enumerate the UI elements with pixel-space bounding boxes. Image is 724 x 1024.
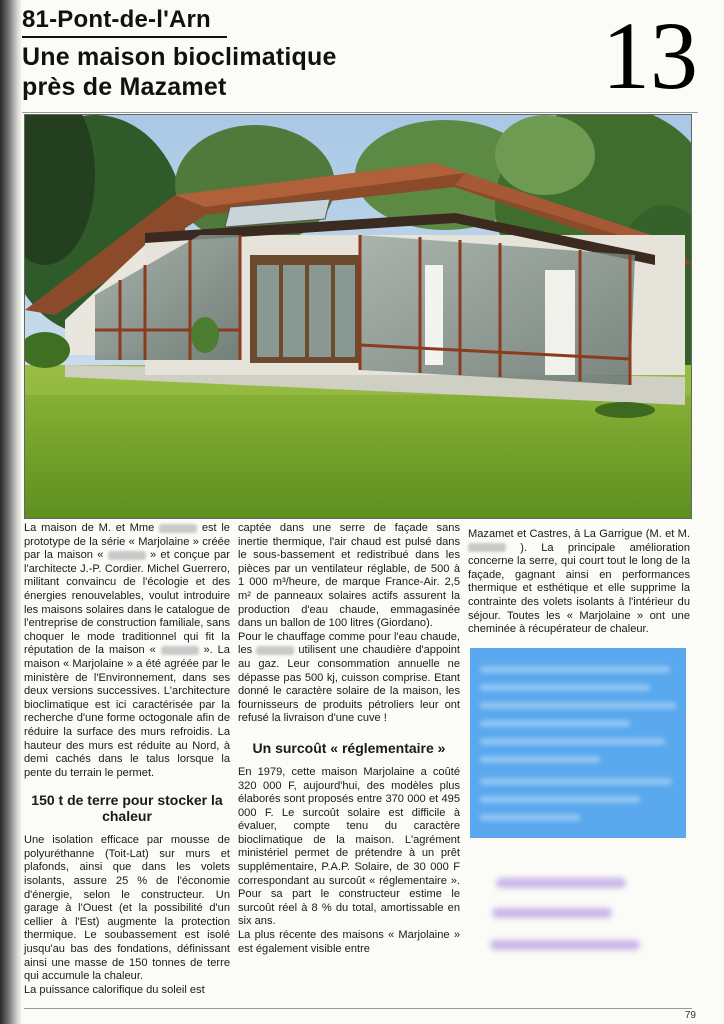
paragraph: La puissance calorifique du soleil est bbox=[24, 983, 205, 996]
redacted-line bbox=[480, 756, 600, 763]
paragraph bbox=[24, 522, 230, 780]
redacted-line bbox=[480, 796, 640, 803]
subheading: Un surcoût « réglementaire » bbox=[252, 739, 446, 756]
paragraph: La plus récente des maisons « Marjolaine » est également visible entre bbox=[238, 929, 460, 955]
redacted-line bbox=[480, 702, 676, 709]
redacted-line bbox=[480, 778, 672, 785]
redacted-name bbox=[108, 551, 146, 560]
title-rule bbox=[22, 36, 227, 38]
redacted-line bbox=[480, 720, 630, 727]
redacted-line bbox=[480, 814, 580, 821]
text-run: ». La maison « Marjolaine » a été agréée par le ministère de l'Environnement, dans ses deux versions successives. L'architecture bioclimatique est ici caractérisée par la recherche d'une forme octogonale afin de réduire la surface des murs refroidis. La hauteur des murs est réduite au Nord, à demi cachés dans le talus lorsque la pente du terrain le permet. bbox=[24, 644, 230, 779]
handwritten-line bbox=[490, 940, 640, 950]
paragraph bbox=[238, 631, 460, 726]
text-run: est le prototype de la série « Marjolaine » créée par la maison « bbox=[24, 522, 230, 562]
title-line-2: Une maison bioclimatique bbox=[22, 43, 337, 71]
house-photo bbox=[24, 114, 692, 519]
text-column-1 bbox=[24, 522, 230, 997]
handwritten-line bbox=[492, 908, 612, 918]
handwritten-line bbox=[496, 878, 626, 888]
bottom-rule bbox=[24, 1008, 692, 1009]
section-number: 13 bbox=[602, 2, 698, 109]
redacted-name bbox=[468, 543, 506, 552]
house-illustration bbox=[25, 115, 691, 518]
text-column-2 bbox=[238, 522, 460, 956]
binding-shadow bbox=[0, 0, 22, 1024]
page-folio: 79 bbox=[684, 1010, 696, 1021]
top-rule bbox=[22, 112, 698, 113]
title-location: 81-Pont-de-l'Arn bbox=[22, 6, 211, 33]
handwritten-note bbox=[490, 870, 680, 980]
paragraph: captée dans une serre de façade sans inertie thermique, l'air chaud est pulsé dans le sous-bassement et redistribué dans les pièces par un ventilateur réglable, de 500 à 1 000 m³/heure, de marque France-Air. 2,5 m² de panneaux solaires actifs assurent la production d'eau chaude, emmagasinée dans un ballon de 100 litres (Giordano). bbox=[238, 522, 460, 630]
paragraph: En 1979, cette maison Marjolaine a coûté 320 000 F, aujourd'hui, des modèles plus élaborés sont proposés entre 370 000 et 495 000 F. Le surcoût solaire est difficile à évaluer, compte tenu du caractère bioclimatique de la maison. L'agrément ministériel permet de prétendre à un prêt supplémentaire, P.A.P. Solaire, de 30 000 F correspondant au surcoût « réglementaire ». Pour sa part le constructeur estime le surcoût réel à 8 % du total, amortissable en six ans. bbox=[238, 765, 460, 928]
text-column-3 bbox=[468, 528, 690, 637]
subheading: 150 t de terre pour stocker la chaleur bbox=[31, 792, 223, 825]
text-run: ). La principale amélioration concerne la serre, qui court tout le long de la façade, gagnant ainsi en performances thermique et esthétique et elle supprime la contrainte des volets isolants à l'intérieur du séjour. Toutes les « Marjolaine » ont une cheminée à récupérateur de chaleur. bbox=[468, 541, 690, 636]
title-line-3: près de Mazamet bbox=[22, 73, 227, 101]
article-title bbox=[22, 6, 337, 102]
redacted-name bbox=[159, 524, 197, 533]
redacted-box bbox=[470, 648, 686, 838]
redacted-name bbox=[161, 646, 199, 655]
redacted-line bbox=[480, 738, 665, 745]
text-run: » et conçue par l'architecte J.-P. Cordier. Michel Guerrero, militant convaincu de l'écologie et des énergies renouvelables, voulut introduire les maisons solaires dans le catalogue de l'entreprise de construction familiale, sans choquer le mode traditionnel qui fit la réputation de la maison « bbox=[24, 549, 230, 657]
text-run: utilisent une chaudière d'appoint au gaz. Leur consommation annuelle ne dépasse pas 500 kj, cuisson comprise. Etant donné le caractère solaire de la maison, les fournisseurs de produits pétroliers leur ont refusé la livraison d'une cuve ! bbox=[238, 644, 460, 725]
redacted-name bbox=[256, 646, 294, 655]
paragraph: Une isolation efficace par mousse de polyuréthanne (Toit-Lat) sur murs et plafonds, ainsi que dans les volets isolants, assure 25 % de l'économie d'énergie, selon le constructeur. Un garage à l'Ouest (et la possibilité d'un cellier à l'Est) augmente la protection thermique. Le soubassement est isolé jusqu'au bas des fondations, définissant ainsi une masse de 150 tonnes de terre qui accumule la chaleur. bbox=[24, 834, 230, 983]
redacted-line bbox=[480, 666, 670, 673]
text-run: Pour le chauffage comme pour l'eau chaude, les bbox=[238, 630, 460, 657]
text-run: La maison de M. et Mme bbox=[24, 522, 155, 534]
redacted-line bbox=[480, 684, 650, 691]
paragraph bbox=[468, 528, 690, 637]
text-run: Mazamet et Castres, à La Garrigue (M. et M. bbox=[468, 528, 690, 540]
